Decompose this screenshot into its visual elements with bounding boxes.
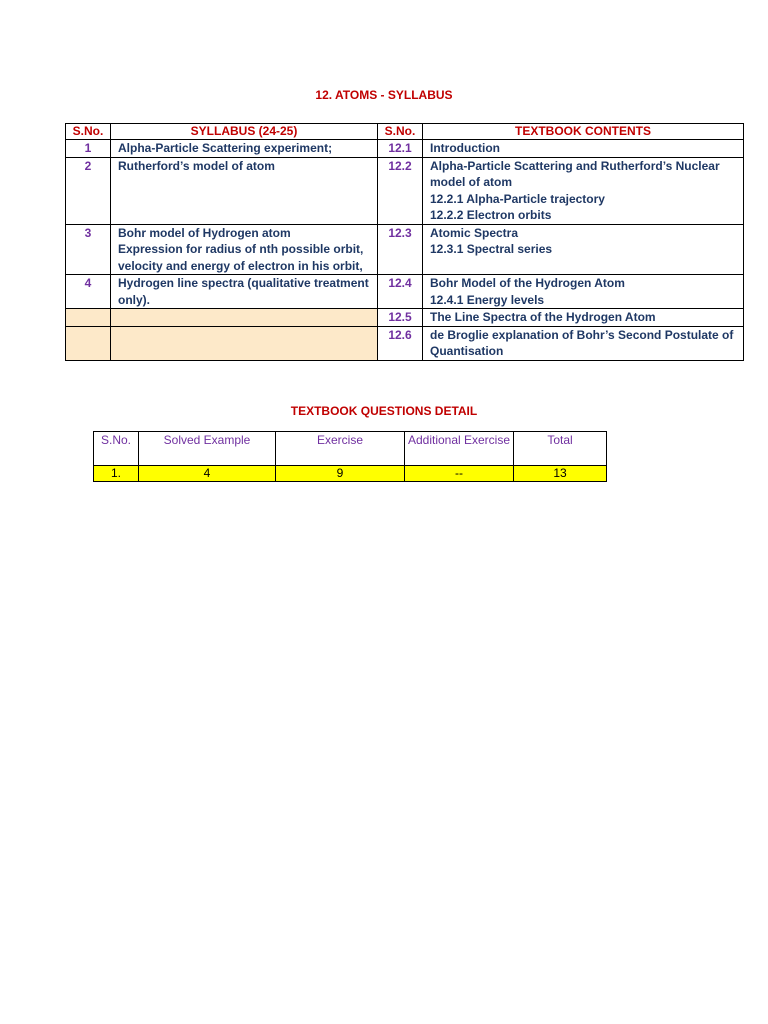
textbook-contents-cell (423, 326, 744, 360)
textbook-contents-line: 12.2.2 Electron orbits (430, 208, 552, 222)
textbook-contents-cell (423, 275, 744, 309)
questions-cell: 4 (139, 466, 276, 482)
textbook-sno-cell: 12.6 (378, 326, 423, 360)
textbook-contents-cell (423, 157, 744, 224)
header-syllabus: SYLLABUS (24-25) (111, 124, 378, 140)
syllabus-row (66, 157, 744, 224)
questions-cell: 13 (514, 466, 607, 482)
textbook-contents-line: Introduction (430, 141, 500, 155)
textbook-contents-line: The Line Spectra of the Hydrogen Atom (430, 310, 656, 324)
syllabus-sno-cell: 1 (66, 140, 111, 158)
textbook-sno-cell: 12.4 (378, 275, 423, 309)
syllabus-row (66, 224, 744, 275)
syllabus-sno-cell: 4 (66, 275, 111, 309)
textbook-contents-line: 12.4.1 Energy levels (430, 292, 545, 307)
textbook-contents-line: Alpha-Particle Scattering and Rutherford’s Nuclear model of atom (430, 158, 720, 189)
questions-header-row (94, 432, 607, 466)
textbook-contents-cell (423, 309, 744, 327)
header-sno-2: S.No. (378, 124, 423, 140)
syllabus-sno-cell (66, 326, 111, 360)
syllabus-sno-cell (66, 309, 111, 327)
textbook-contents-line: de Broglie explanation of Bohr’s Second Postulate of Quantisation (430, 327, 734, 358)
textbook-sno-cell: 12.2 (378, 157, 423, 224)
questions-row (94, 466, 607, 482)
syllabus-row (66, 309, 744, 327)
textbook-sno-cell: 12.1 (378, 140, 423, 158)
textbook-contents-cell (423, 140, 744, 158)
syllabus-topic-line: Hydrogen line spectra (qualitative treatment only). (118, 276, 369, 307)
syllabus-topic-cell (111, 309, 378, 327)
syllabus-header-row (66, 124, 744, 140)
syllabus-title: 12. ATOMS - SYLLABUS (315, 88, 453, 102)
questions-title: TEXTBOOK QUESTIONS DETAIL (290, 404, 478, 418)
syllabus-topic-cell (111, 157, 378, 224)
syllabus-topic-cell (111, 224, 378, 275)
questions-header-cell: Solved Example (139, 432, 276, 466)
header-textbook-contents: TEXTBOOK CONTENTS (423, 124, 744, 140)
questions-header-cell: S.No. (94, 432, 139, 466)
textbook-contents-line: Atomic Spectra (430, 225, 519, 240)
textbook-contents-cell (423, 224, 744, 275)
questions-header-cell: Total (514, 432, 607, 466)
textbook-sno-cell: 12.5 (378, 309, 423, 327)
syllabus-table (65, 123, 744, 361)
syllabus-topic-line: Expression for radius of nth possible orbit, velocity and energy of electron in his orbit, (118, 242, 364, 273)
textbook-contents-line: Bohr Model of the Hydrogen Atom (430, 276, 625, 290)
questions-cell: -- (405, 466, 514, 482)
syllabus-sno-cell: 2 (66, 157, 111, 224)
questions-cell: 9 (276, 466, 405, 482)
syllabus-topic-line: Alpha-Particle Scattering experiment; (118, 141, 333, 155)
questions-header-cell: Exercise (276, 432, 405, 466)
syllabus-topic-cell (111, 140, 378, 158)
textbook-contents-line: 12.2.1 Alpha-Particle trajectory (430, 191, 605, 206)
questions-table (93, 431, 607, 482)
questions-header-cell: Additional Exercise (405, 432, 514, 466)
questions-cell: 1. (94, 466, 139, 482)
syllabus-sno-cell: 3 (66, 224, 111, 275)
syllabus-topic-line: Rutherford’s model of atom (118, 158, 275, 173)
syllabus-topic-cell (111, 275, 378, 309)
syllabus-row (66, 275, 744, 309)
syllabus-topic-cell (111, 326, 378, 360)
textbook-contents-line: 12.3.1 Spectral series (430, 242, 553, 256)
textbook-sno-cell: 12.3 (378, 224, 423, 275)
syllabus-row (66, 326, 744, 360)
syllabus-topic-line: Bohr model of Hydrogen atom (118, 225, 291, 240)
syllabus-row (66, 140, 744, 158)
header-sno: S.No. (66, 124, 111, 140)
